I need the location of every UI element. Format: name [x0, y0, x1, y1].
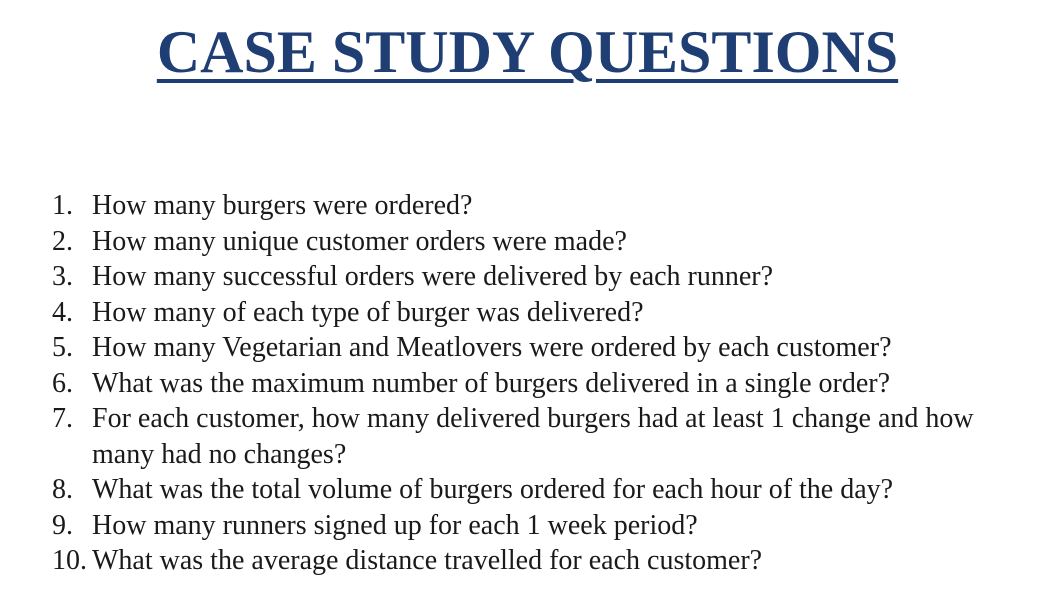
question-number: 8.: [52, 474, 73, 505]
question-text: How many of each type of burger was delivered?: [92, 296, 644, 328]
question-text: How many successful orders were delivered by each runner?: [92, 261, 774, 292]
question-item: [52, 543, 1042, 579]
question-item: [52, 330, 1042, 366]
question-number: 9.: [52, 509, 73, 541]
question-text: How many Vegetarian and Meatlovers were ordered by each customer?: [92, 332, 892, 363]
question-list: [52, 188, 1042, 579]
question-number: 2.: [52, 225, 73, 257]
question-number: 7.: [52, 403, 73, 434]
question-number: 10.: [52, 545, 87, 576]
question-number: 6.: [52, 367, 73, 399]
question-number: 3.: [52, 261, 73, 292]
question-number: 4.: [52, 296, 73, 328]
question-item: [52, 295, 1042, 331]
question-text: How many unique customer orders were made?: [92, 225, 627, 257]
question-item: [52, 188, 1042, 224]
question-text: What was the maximum number of burgers delivered in a single order?: [92, 367, 891, 399]
question-item: [52, 366, 1042, 402]
page-title: [0, 14, 1055, 90]
question-item: [52, 401, 1042, 472]
question-text: How many runners signed up for each 1 week period?: [92, 509, 698, 541]
question-item: [52, 224, 1042, 260]
question-text: For each customer, how many delivered burgers had at least 1 change and how many had no changes?: [92, 403, 974, 470]
question-item: [52, 259, 1042, 295]
page-title-text: CASE STUDY QUESTIONS: [156, 19, 899, 85]
question-number: 5.: [52, 332, 73, 363]
question-item: [52, 472, 1042, 508]
question-item: [52, 508, 1042, 544]
question-text: What was the average distance travelled for each customer?: [92, 545, 763, 576]
question-text: What was the total volume of burgers ordered for each hour of the day?: [92, 474, 894, 505]
question-text: How many burgers were ordered?: [92, 190, 473, 221]
question-number: 1.: [52, 190, 73, 221]
